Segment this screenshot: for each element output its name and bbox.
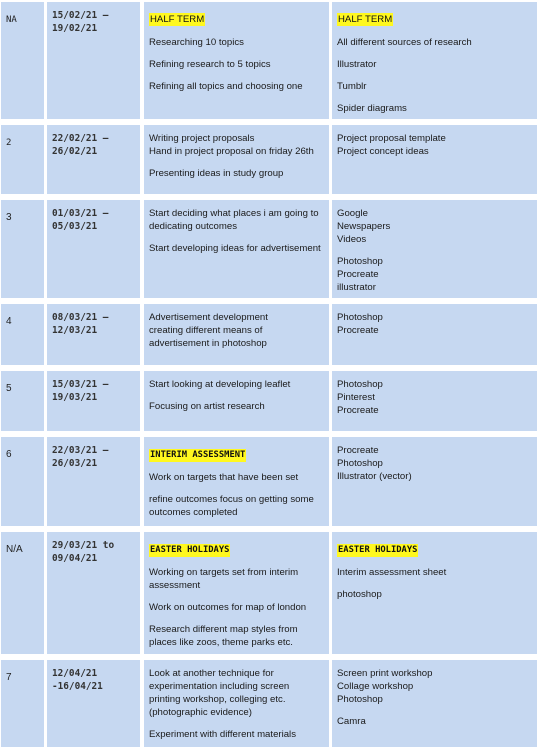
activity-line: outcomes completed bbox=[149, 507, 238, 518]
activity-line: Look at another technique for bbox=[149, 668, 274, 679]
week-cell bbox=[1, 371, 44, 431]
dates-cell bbox=[47, 532, 140, 654]
resource-line: Camra bbox=[337, 716, 366, 727]
resource-line: Project concept ideas bbox=[337, 146, 429, 157]
activities-cell bbox=[144, 437, 329, 526]
resource-line: All different sources of research bbox=[337, 37, 472, 48]
highlight-heading: HALF TERM bbox=[338, 14, 393, 25]
activities-cell bbox=[144, 200, 329, 298]
table-row bbox=[0, 2, 540, 119]
dates-cell bbox=[47, 304, 140, 365]
activity-line: Start looking at developing leaflet bbox=[149, 379, 291, 390]
resources-cell bbox=[332, 532, 537, 654]
resource-line: Photoshop bbox=[337, 379, 383, 390]
activity-line: (photographic evidence) bbox=[149, 707, 252, 718]
activity-line: Working on targets set from interim bbox=[149, 567, 299, 578]
highlight-heading: INTERIM ASSESSMENT bbox=[150, 450, 246, 460]
resource-line: Pinterest bbox=[337, 392, 375, 403]
activities-cell bbox=[144, 125, 329, 194]
resource-line: Collage workshop bbox=[337, 681, 414, 692]
dates-cell bbox=[47, 371, 140, 431]
resources-cell bbox=[332, 437, 537, 526]
activities-cell bbox=[144, 2, 329, 119]
table-row bbox=[0, 304, 540, 365]
date-range: 22/03/21 – 26/03/21 bbox=[52, 445, 109, 469]
week-cell bbox=[1, 660, 44, 747]
dates-cell bbox=[47, 437, 140, 526]
resources-cell bbox=[332, 125, 537, 194]
week-cell bbox=[1, 200, 44, 298]
resource-line: Procreate bbox=[337, 269, 379, 280]
resource-line: Procreate bbox=[337, 445, 379, 456]
resource-line: Newspapers bbox=[337, 221, 391, 232]
table-row bbox=[0, 125, 540, 194]
activity-line: assessment bbox=[149, 580, 201, 591]
activity-line: Work on targets that have been set bbox=[149, 472, 299, 483]
activity-line: Start developing ideas for advertisement bbox=[149, 243, 321, 254]
resources-cell bbox=[332, 2, 537, 119]
activity-line: Focusing on artist research bbox=[149, 401, 265, 412]
activity-line: Research different map styles from bbox=[149, 624, 298, 635]
resource-line: Procreate bbox=[337, 405, 379, 416]
date-range: 01/03/21 – 05/03/21 bbox=[52, 208, 109, 232]
resource-line: Project proposal template bbox=[337, 133, 446, 144]
table-row bbox=[0, 660, 540, 747]
date-range: 22/02/21 – 26/02/21 bbox=[52, 133, 109, 157]
week-cell bbox=[1, 532, 44, 654]
table-row bbox=[0, 437, 540, 526]
date-range: 15/02/21 – 19/02/21 bbox=[52, 10, 109, 34]
table-row bbox=[0, 532, 540, 654]
resource-line: Illustrator bbox=[337, 59, 377, 70]
date-range: 12/04/21 -16/04/21 bbox=[52, 668, 103, 692]
table-row bbox=[0, 200, 540, 298]
activity-line: places like zoos, theme parks etc. bbox=[149, 637, 293, 648]
activity-line: Work on outcomes for map of london bbox=[149, 602, 307, 613]
activity-line: Researching 10 topics bbox=[149, 37, 244, 48]
resource-line: Spider diagrams bbox=[337, 103, 407, 114]
activity-line: experimentation including screen bbox=[149, 681, 290, 692]
week-label: N/A bbox=[6, 544, 23, 555]
week-label: 5 bbox=[6, 383, 12, 394]
activity-line: Hand in project proposal on friday 26th bbox=[149, 146, 314, 157]
resource-line: Photoshop bbox=[337, 458, 383, 469]
activity-line: advertisement in photoshop bbox=[149, 338, 267, 349]
resources-cell bbox=[332, 371, 537, 431]
week-cell bbox=[1, 437, 44, 526]
dates-cell bbox=[47, 125, 140, 194]
resource-line: Screen print workshop bbox=[337, 668, 433, 679]
dates-cell bbox=[47, 2, 140, 119]
resource-line: Illustrator (vector) bbox=[337, 471, 412, 482]
week-label: 2 bbox=[6, 138, 12, 148]
resource-line: Photoshop bbox=[337, 312, 383, 323]
activity-line: Refining all topics and choosing one bbox=[149, 81, 303, 92]
activity-line: Refining research to 5 topics bbox=[149, 59, 271, 70]
activities-cell bbox=[144, 532, 329, 654]
resource-line: illustrator bbox=[337, 282, 376, 293]
resource-line: Tumblr bbox=[337, 81, 367, 92]
resources-cell bbox=[332, 304, 537, 365]
week-label: NA bbox=[6, 15, 17, 25]
week-label: 3 bbox=[6, 212, 12, 223]
resource-line: Photoshop bbox=[337, 694, 383, 705]
resource-line: Videos bbox=[337, 234, 367, 245]
week-cell bbox=[1, 2, 44, 119]
resource-line: Photoshop bbox=[337, 256, 383, 267]
resources-cell bbox=[332, 660, 537, 747]
activity-line: Experiment with different materials bbox=[149, 729, 296, 740]
resources-cell bbox=[332, 200, 537, 298]
week-label: 6 bbox=[6, 449, 12, 460]
activities-cell bbox=[144, 371, 329, 431]
resource-line: Interim assessment sheet bbox=[337, 567, 447, 578]
table-row bbox=[0, 371, 540, 431]
week-cell bbox=[1, 125, 44, 194]
dates-cell bbox=[47, 200, 140, 298]
activity-line: Start deciding what places i am going to bbox=[149, 208, 319, 219]
activity-line: refine outcomes focus on getting some bbox=[149, 494, 314, 505]
activity-line: Writing project proposals bbox=[149, 133, 255, 144]
activity-line: creating different means of bbox=[149, 325, 263, 336]
highlight-heading: EASTER HOLIDAYS bbox=[338, 545, 418, 555]
week-cell bbox=[1, 304, 44, 365]
date-range: 08/03/21 – 12/03/21 bbox=[52, 312, 109, 336]
highlight-heading: EASTER HOLIDAYS bbox=[150, 545, 230, 555]
activities-cell bbox=[144, 304, 329, 365]
resource-line: Google bbox=[337, 208, 368, 219]
activities-cell bbox=[144, 660, 329, 747]
activity-line: printing workshop, colleging etc. bbox=[149, 694, 286, 705]
highlight-heading: HALF TERM bbox=[150, 14, 205, 25]
week-label: 7 bbox=[6, 672, 12, 683]
activity-line: Presenting ideas in study group bbox=[149, 168, 284, 179]
dates-cell bbox=[47, 660, 140, 747]
week-label: 4 bbox=[6, 316, 12, 327]
date-range: 29/03/21 to 09/04/21 bbox=[52, 540, 115, 564]
activity-line: dedicating outcomes bbox=[149, 221, 237, 232]
resource-line: photoshop bbox=[337, 589, 382, 600]
date-range: 15/03/21 – 19/03/21 bbox=[52, 379, 109, 403]
activity-line: Advertisement development bbox=[149, 312, 268, 323]
resource-line: Procreate bbox=[337, 325, 379, 336]
